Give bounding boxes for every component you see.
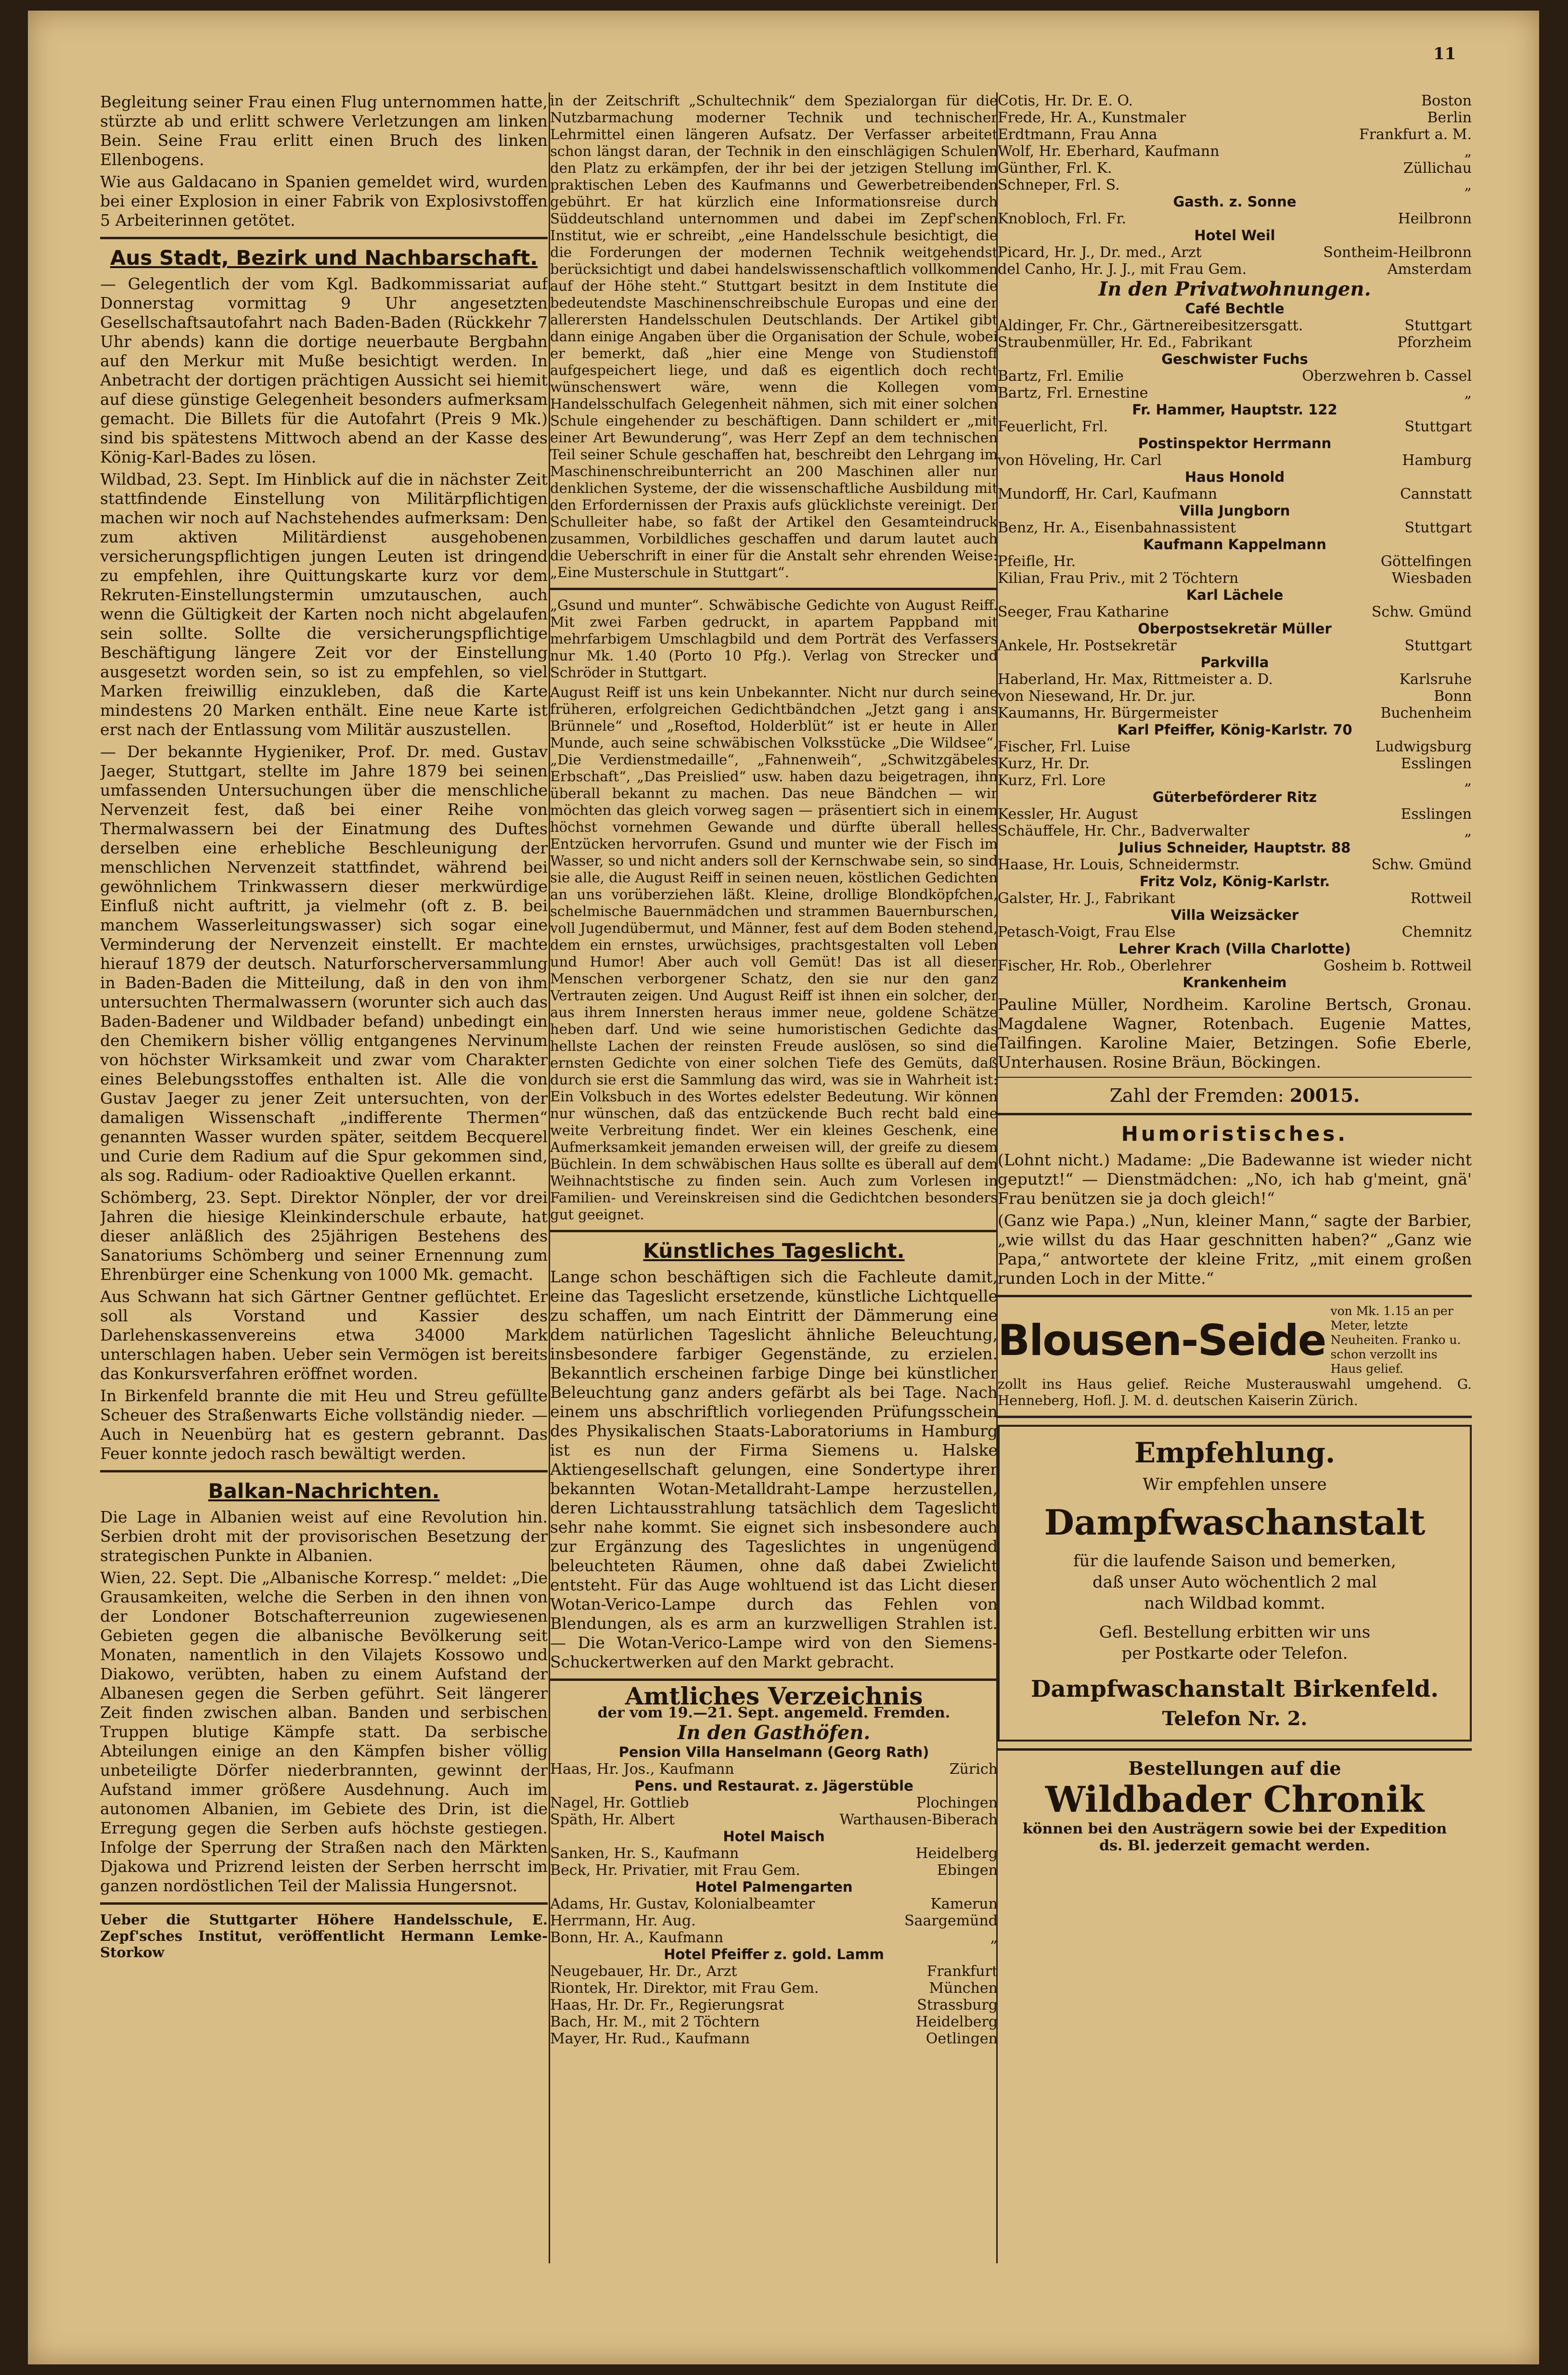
guest-name: Kaumanns, Hr. Bürgermeister bbox=[998, 705, 1218, 722]
guest-origin: „ bbox=[1464, 823, 1472, 839]
register-venue: Parkvilla bbox=[1200, 654, 1269, 671]
guest-name: Haas, Hr. Dr. Fr., Regierungsrat bbox=[550, 1997, 784, 2014]
guest-name: Bartz, Frl. Ernestine bbox=[998, 385, 1148, 401]
register-entry bbox=[550, 1761, 998, 1778]
register-venue: Kaufmann Kappelmann bbox=[1143, 536, 1326, 553]
paragraph: August Reiff ist uns kein Unbekannter. Nicht nur durch seine früheren, erfolgreichen Gedichtbändchen „Jetzt gang i ans Brünnele“ und „Roseftod, Holderblüt“ ist er heute in Aller Munde, auch seine schwäbischen Volksstücke „Die Wildsee“, „Die Verdienstmedaille“, „Fahnenweih“, „Schwitzgäbeles Erbschaft“, „Das Preislied“ usw. haben dazu beigetragen, ihn überall bekannt zu machen. Das neue Bändchen — wir möchten das gleich vorweg sagen — präsentiert sich in einem höchst vornehmen Gewande und dürfte überall helles Entzücken hervorrufen. Gsund und munter wie der Fisch im Wasser, so und nicht anders soll der Kernschwabe sein, so sind sie alle, die August Reiff in seinen neuen, köstlichen Gedichten an uns vorüberziehen läßt. Kleine, drollige Blondköpfchen, schelmische Bauernmädchen und strammen Bauernburschen, voll Jugendübermut, und Männer, fest auf dem Boden stehend, dem ein ernstes, urwüchsiges, prachtsgestalten voll Leben und Humor! Aber auch voll Gemüt! Das ist all dieser Menschen verborgener Schatz, den sie nur den ganz Vertrauten zeigen. Und August Reiff ist ihnen ein solcher, der aus ihrem Innersten heraus immer neue, goldene Schätze heben darf. Und wie seine humoristischen Gedichte das hellste Lachen der reinsten Freude auslösen, so sind die ernsten Gedichte von einer solchen Tiefe des Gemüts, daß durch sie erst die Sammlung das wird, was sie in Wahrheit ist: Ein Volksbuch in des Wortes edelster Bedeutung. Wir können nur wünschen, daß das entzückende Buch recht bald eine weite Verbreitung findet. Wer ein kleines Geschenk, eine Aufmerksamkeit jemanden erweisen will, der greife zu diesem Büchlein. In dem schwäbischen Haus sollte es überall auf dem Weihnachtstische zu finden sein. Auch zum Vorlesen in Familien- und Vereinskreisen sind die Gedichtchen besonders gut geeignet. bbox=[550, 684, 998, 1223]
guest-origin: Frankfurt bbox=[926, 1963, 998, 1980]
column-3 bbox=[998, 92, 1472, 1854]
register-entry bbox=[550, 1929, 998, 1946]
ad-line: per Postkarte oder Telefon. bbox=[1121, 1644, 1348, 1663]
guest-name: Aldinger, Fr. Chr., Gärtnereibesitzersgatt. bbox=[998, 317, 1303, 334]
divider bbox=[998, 1077, 1472, 1078]
ad-line: Gefl. Bestellung erbitten wir uns bbox=[1099, 1623, 1371, 1642]
register-entry bbox=[998, 244, 1472, 261]
divider bbox=[100, 237, 548, 239]
guest-name: Pfeifle, Hr. bbox=[998, 553, 1076, 570]
visitor-count bbox=[998, 1084, 1472, 1106]
guest-name: Fischer, Hr. Rob., Oberlehrer bbox=[998, 957, 1211, 974]
register-entry bbox=[998, 334, 1472, 351]
register-entry bbox=[550, 1997, 998, 2014]
paragraph: Wien, 22. Sept. Die „Albanische Korresp.“ meldet: „Die Grausamkeiten, welche die Serben in den ihnen von der Londoner Botschafterreunion zugewiesenen Gebieten gegen die albanische Bevölkerung seit Monaten, namentlich in den Vilajets Kossowo und Diakowo, verübten, haben zu einem Aufstand der Albanesen gegen die Serben geführt. Seit längerer Zeit finden zwischen alban. Banden und serbischen Truppen blutige Kämpfe statt. Da serbische Abteilungen einige an den Kämpfen bisher völlig unbeteiligte Dörfer niederbrannten, gewinnt der Aufstand immer größere Ausdehnung. Auch im autonomen Albanien, im Gebiete des Drin, ist die Erregung gegen die Serben aufs höchste gestiegen. Infolge der Sperrung der Straßen nach den Märkten Djakowa und Prizrend leisten der Serben herrscht im ganzen nordöstlichen Teil der Malissia Hungersnot. bbox=[100, 1568, 548, 1895]
guest-name: Seeger, Frau Katharine bbox=[998, 604, 1169, 620]
register-entry bbox=[998, 637, 1472, 654]
guest-name: Haberland, Hr. Max, Rittmeister a. D. bbox=[998, 671, 1273, 688]
section-heading: Balkan-Nachrichten. bbox=[208, 1479, 440, 1503]
guest-origin: „ bbox=[990, 1929, 998, 1946]
register-entry bbox=[998, 738, 1472, 755]
section-heading: Humoristisches. bbox=[1121, 1122, 1349, 1146]
guest-origin: Schw. Gmünd bbox=[1371, 856, 1472, 873]
guest-origin: Züllichau bbox=[1403, 160, 1472, 177]
guest-name: Mayer, Hr. Rud., Kaufmann bbox=[550, 2030, 750, 2047]
register-venue: Karl Lächele bbox=[1186, 587, 1284, 603]
guest-name: Günther, Frl. K. bbox=[998, 160, 1112, 177]
guest-name: Bonn, Hr. A., Kaufmann bbox=[550, 1929, 724, 1946]
register-venue: Postinspektor Herrmann bbox=[1138, 435, 1332, 452]
guest-name: del Canho, Hr. J. J., mit Frau Gem. bbox=[998, 261, 1247, 278]
guest-origin: Saargemünd bbox=[904, 1912, 998, 1929]
register-entry bbox=[998, 177, 1472, 194]
guest-origin: Stuttgart bbox=[1404, 637, 1472, 654]
guest-name: von Höveling, Hr. Carl bbox=[998, 452, 1162, 469]
register-venue: Lehrer Krach (Villa Charlotte) bbox=[1118, 941, 1351, 957]
guest-origin: „ bbox=[1464, 385, 1472, 401]
guest-name: Nagel, Hr. Gottlieb bbox=[550, 1794, 689, 1811]
register-entry bbox=[550, 1794, 998, 1811]
paragraph: Wie aus Galdacano in Spanien gemeldet wird, wurden bei einer Explosion in einer Fabrik von Explosivstoffen 5 Arbeiterinnen getötet. bbox=[100, 172, 548, 230]
column-1 bbox=[100, 92, 548, 1963]
register-entry bbox=[998, 705, 1472, 722]
register-entry bbox=[998, 160, 1472, 177]
ad-brand: Wildbader Chronik bbox=[1045, 1779, 1425, 1820]
register-entry bbox=[998, 890, 1472, 907]
register-subtitle: der vom 19.—21. Sept. angemeld. Fremden. bbox=[597, 1704, 951, 1721]
guest-name: Bach, Hr. M., mit 2 Töchtern bbox=[550, 2014, 760, 2030]
guest-name: Schäuffele, Hr. Chr., Badverwalter bbox=[998, 823, 1250, 839]
register-continued bbox=[998, 92, 1472, 1072]
guest-name: Mundorff, Hr. Carl, Kaufmann bbox=[998, 486, 1218, 503]
guest-origin: Karlsruhe bbox=[1399, 671, 1472, 688]
guest-origin: Göttelfingen bbox=[1380, 553, 1472, 570]
guest-origin: „ bbox=[1464, 177, 1472, 194]
ad-line: Wir empfehlen unsere bbox=[1143, 1475, 1327, 1494]
register-entry bbox=[550, 1963, 998, 1980]
register-venue: Güterbeförderer Ritz bbox=[1152, 789, 1317, 805]
guest-origin: Frankfurt a. M. bbox=[1359, 126, 1472, 143]
guest-origin: Amsterdam bbox=[1387, 261, 1472, 278]
ad-line: für die laufende Saison und bemerken, bbox=[1073, 1551, 1396, 1571]
guest-origin: Stuttgart bbox=[1404, 317, 1472, 334]
register-entry bbox=[998, 418, 1472, 435]
guest-origin: Stuttgart bbox=[1404, 418, 1472, 435]
register-venue: Hotel Maisch bbox=[723, 1828, 825, 1845]
register-venue: Pension Villa Hanselmann (Georg Rath) bbox=[618, 1744, 929, 1760]
paragraph: — Der bekannte Hygieniker, Prof. Dr. med. Gustav Jaeger, Stuttgart, stellte im Jahre 1879 bei seinen umfassenden Untersuchungen über die menschliche Nervenzeit fest, daß bei einer Reihe von Thermalwassern bei der Einatmung des Duftes derselben eine erhebliche Beschleunigung der menschlichen Nervenzeit stattfindet, während bei gewöhnlichem Trinkwassern dieser merkwürdige Einfluß nicht auftritt, ja vielmehr (oft z. B. bei manchem Wasserleitungswasser) sich sogar eine Verminderung der Nervenzeit einstellt. Er machte hierauf 1879 der deutsch. Naturforscherversammlung in Baden-Baden die Mitteilung, daß in den von ihm untersuchten Thermalwassern (worunter sich auch das Baden-Badener und Wildbader befand) unbedingt ein den Chemikern bisher völlig entgangenes Nervinum von höchster Wirksamkeit und zwar vom Charakter eines Belebungsstoffes enthalten ist. Alle die von Gustav Jaeger zu jener Zeit untersuchten, von der damaligen Wissenschaft „indifferente Thermen“ genannten Wasser wurden später, seitdem Becquerel und Curie dem Radium auf die Spur gekommen sind, als sog. Radium- oder Radioaktive Quellen erkannt. bbox=[100, 742, 548, 1185]
guest-origin: Zürich bbox=[949, 1761, 998, 1778]
register-entry bbox=[550, 1912, 998, 1929]
ad-chronik bbox=[998, 1757, 1472, 1854]
guest-origin: Hamburg bbox=[1402, 452, 1472, 469]
register-venue: Haus Honold bbox=[1184, 469, 1285, 485]
register-entry bbox=[998, 143, 1472, 160]
register-list bbox=[998, 92, 1472, 278]
guest-origin: Boston bbox=[1421, 92, 1472, 109]
paragraph: „Gsund und munter“. Schwäbische Gedichte von August Reiff. Mit zwei Farben gedruckt, in apartem Pappband mit mehrfarbigem Umschlagbild und dem Porträt des Verfassers nur Mk. 1.40 (Porto 10 Pfg.). Verlag von Strecker und Schröder in Stuttgart. bbox=[550, 597, 998, 681]
register-venue: Geschwister Fuchs bbox=[1161, 351, 1308, 367]
guest-origin: Heidelberg bbox=[915, 2014, 998, 2030]
guest-origin: Buchenheim bbox=[1380, 705, 1472, 722]
register-entry bbox=[998, 368, 1472, 385]
guest-name: Knobloch, Frl. Fr. bbox=[998, 210, 1127, 227]
register-venue: Hotel Palmengarten bbox=[695, 1879, 853, 1895]
guest-name: Haas, Hr. Jos., Kaufmann bbox=[550, 1761, 734, 1778]
guest-origin: Schw. Gmünd bbox=[1371, 604, 1472, 620]
divider bbox=[550, 1230, 998, 1232]
register-entry bbox=[550, 1896, 998, 1912]
guest-origin: München bbox=[929, 1980, 998, 1997]
register-venue: Pens. und Restaurat. z. Jägerstüble bbox=[634, 1778, 913, 1794]
guest-origin: Ludwigsburg bbox=[1375, 738, 1472, 755]
register-venue: Café Bechtle bbox=[1185, 300, 1285, 317]
guest-name: Kilian, Frau Priv., mit 2 Töchtern bbox=[998, 570, 1239, 587]
guest-origin: Chemnitz bbox=[1401, 924, 1472, 941]
ad-line: können bei den Austrägern sowie bei der Expedition bbox=[1022, 1820, 1447, 1837]
guest-name: Neugebauer, Hr. Dr., Arzt bbox=[550, 1963, 737, 1980]
guest-name: Herrmann, Hr. Aug. bbox=[550, 1912, 696, 1929]
guest-name: Petasch-Voigt, Frau Else bbox=[998, 924, 1176, 941]
guest-origin: Sontheim-Heilbronn bbox=[1323, 244, 1472, 261]
register-entry bbox=[550, 1811, 998, 1828]
guest-name: Bartz, Frl. Emilie bbox=[998, 368, 1124, 385]
guest-origin: Cannstatt bbox=[1400, 486, 1472, 503]
register-entry bbox=[998, 688, 1472, 705]
register-entry bbox=[998, 317, 1472, 334]
guest-name: Sanken, Hr. S., Kaufmann bbox=[550, 1845, 739, 1862]
register-entry bbox=[998, 92, 1472, 109]
guest-origin: Heidelberg bbox=[915, 1845, 998, 1862]
paragraph: in der Zeitschrift „Schultechnik“ dem Spezialorgan für die Nutzbarmachung moderner Technik und technischer Lehrmittel einen längeren Aufsatz. Der Verfasser arbeitet schon längst daran, der Technik in den einschlägigen Schulen den Platz zu erkämpfen, der ihr bei der jetzigen Stellung im praktischen Leben des Kaufmanns und Gewerbetreibenden gebührt. Er hat kürzlich eine Informationsreise durch Süddeutschland unternommen und dabei im Zepf'schen Institut, wie er schreibt, „eine Handelsschule besichtigt, die die Forderungen der modernen Technik weitgehendst berücksichtigt und dabei handelswissenschaftlich vollkommen auf der Höhe steht.“ Stuttgart besitzt in dem Institute die bedeutendste Maschinenschreibschule Europas und eine der allerersten Handelsschulen Deutschlands. Der Artikel gibt dann einige Angaben über die Organisation der Schule, wobei er bemerkt, daß „hier eine Menge von Studienstoff aufgespeichert liege, und daß es eigentlich doch recht wünschenswert wäre, wenn die Kollegen vom Handelsschulfach Gelegenheit nähmen, sich mit einer solchen Schule eingehender zu beschäftigen. Dann schildert er „mit einer Art Bewunderung“, was Herr Zepf an dem technischen Teil seiner Schule geschaffen hat, beschreibt den Lehrgang im Maschinenschreibunterricht an 200 Maschinen aller nur denklichen Systeme, der die wissenschaftliche Ausbildung mit den Erfordernissen der Praxis aufs glücklichste vereinigt. Der Schulleiter habe, so faßt der Artikel den Gesamteindruck zusammen, Vorbildliches geschaffen und darum lautet auch die Ueberschrift in einer für die Anstalt sehr ehrenden Weise: „Eine Musterschule in Stuttgart“. bbox=[550, 92, 998, 581]
register-entry bbox=[998, 486, 1472, 503]
register-entry bbox=[998, 126, 1472, 143]
guest-name: Benz, Hr. A., Eisenbahnassistent bbox=[998, 519, 1236, 536]
guest-origin: Gosheim b. Rottweil bbox=[1324, 957, 1472, 974]
guest-name: Erdtmann, Frau Anna bbox=[998, 126, 1157, 143]
guest-name: Kessler, Hr. August bbox=[998, 806, 1138, 823]
register-entry bbox=[998, 570, 1472, 587]
guest-origin: Heilbronn bbox=[1398, 210, 1472, 227]
register-venue: Villa Jungborn bbox=[1179, 503, 1290, 519]
guest-name: Feuerlicht, Frl. bbox=[998, 418, 1108, 435]
register-entry bbox=[998, 261, 1472, 278]
register-venue: Julius Schneider, Hauptstr. 88 bbox=[1118, 839, 1351, 856]
guest-origin: Oetlingen bbox=[925, 2030, 998, 2047]
guest-origin: Kamerun bbox=[930, 1896, 998, 1912]
register-entry bbox=[550, 1845, 998, 1862]
divider bbox=[100, 1902, 548, 1905]
ad-line: nach Wildbad kommt. bbox=[1144, 1594, 1325, 1613]
register-venue: Krankenheim bbox=[1182, 974, 1287, 991]
register-list-end: Pauline Müller, Nordheim. Karoline Bertsch, Gronau. Magdalene Wagner, Rotenbach. Eugenie Mattes, Tailfingen. Karoline Maier, Betzingen. Sofie Eberle, Unterhausen. Rosine Bräun, Böckingen. bbox=[998, 995, 1472, 1071]
register-entry bbox=[998, 210, 1472, 227]
ad-brand: Blousen-Seide bbox=[998, 1315, 1326, 1365]
section-heading: Künstliches Tageslicht. bbox=[643, 1239, 905, 1263]
guest-name: Beck, Hr. Privatier, mit Frau Gem. bbox=[550, 1862, 800, 1879]
divider bbox=[550, 588, 998, 590]
register-entry bbox=[998, 452, 1472, 469]
register-section: In den Gasthöfen. bbox=[677, 1721, 871, 1744]
register-venue: Fr. Hammer, Hauptstr. 122 bbox=[1132, 401, 1337, 418]
guest-name: Straubenmüller, Hr. Ed., Fabrikant bbox=[998, 334, 1252, 351]
ad-title: Empfehlung. bbox=[1134, 1436, 1336, 1469]
ad-line: ds. Bl. jederzeit gemacht werden. bbox=[1099, 1837, 1370, 1854]
visitor-count-label: Zahl der Fremden: bbox=[1109, 1085, 1284, 1106]
guest-origin: Bonn bbox=[1434, 688, 1472, 705]
guest-origin: Stuttgart bbox=[1404, 519, 1472, 536]
guest-name: Kurz, Frl. Lore bbox=[998, 772, 1106, 789]
ad-price-note: von Mk. 1.15 an per Meter, letzte Neuheiten. Franko u. schon verzollt ins Haus gelief. bbox=[1330, 1304, 1461, 1376]
page-corner-mark: 11 bbox=[1433, 44, 1456, 64]
register-list bbox=[550, 1744, 998, 2047]
register-section: In den Privatwohnungen. bbox=[1098, 278, 1371, 300]
guest-origin: Wiesbaden bbox=[1391, 570, 1472, 587]
paragraph: Die Lage in Albanien weist auf eine Revolution hin. Serbien droht mit der provisorischen Besetzung der strategischen Punkte in Albanien. bbox=[100, 1508, 548, 1565]
ad-brand: Dampfwaschanstalt Birkenfeld. bbox=[1030, 1676, 1439, 1703]
paragraph: Schömberg, 23. Sept. Direktor Nönpler, der vor drei Jahren die hiesige Kleinkinderschule erbaute, hat dieser anläßlich des 25jährigen Bestehens des Sanatoriums Schömberg und seiner Ernennung zum Ehrenbürger eine Schenkung von 1000 Mk. gemacht. bbox=[100, 1188, 548, 1284]
column-2 bbox=[550, 92, 998, 2047]
guest-origin: Oberzwehren b. Cassel bbox=[1302, 368, 1472, 385]
register-entry bbox=[998, 519, 1472, 536]
register-entry bbox=[550, 2014, 998, 2030]
divider bbox=[998, 1416, 1472, 1418]
guest-name: Ankele, Hr. Postsekretär bbox=[998, 637, 1177, 654]
guest-name: Riontek, Hr. Direktor, mit Frau Gem. bbox=[550, 1980, 819, 1997]
paragraph: (Lohnt nicht.) Madame: „Die Badewanne ist wieder nicht geputzt!“ — Dienstmädchen: „No, ich hab g'meint, gnä' Frau benützen sie ja doch gleich!“ bbox=[998, 1150, 1472, 1208]
register-entry bbox=[998, 553, 1472, 570]
paragraph: Lange schon beschäftigen sich die Fachleute damit, eine das Tageslicht ersetzende, künstliche Lichtquelle zu schaffen, um nach Eintritt der Dämmerung eine dem natürlichen Tageslicht ähnliche Beleuchtung, insbesondere farbiger Gegenstände, zu erzielen. Bekanntlich erscheinen farbige Dinge bei künstlicher Beleuchtung ganz anders gefärbt als bei Tage. Nach einem uns abschriftlich vorliegenden Prüfungsschein des Physikalischen Staats-Laboratoriums in Hamburg ist es nun der Firma Siemens u. Halske Aktiengesellschaft gelungen, eine Sondertype ihrer bekannten Wotan-Metalldraht-Lampe herzustellen, deren Lichtausstrahlung tatsächlich dem Tageslicht sehr nahe kommt. Sie eignet sich insbesondere auch zur Ergänzung des Tageslichtes in ungenügend beleuchteten Räumen, ohne daß dabei Zwielicht entsteht. Für das Auge wohltuend ist das Licht dieser Wotan-Verico-Lampe durch das Fehlen von Blendungen, als es arm an kurzwelligen Strahlen ist. — Die Wotan-Verico-Lampe wird von den Siemens-Schuckertwerken auf den Markt gebracht. bbox=[550, 1267, 998, 1671]
register-entry bbox=[998, 823, 1472, 839]
register-entry bbox=[998, 957, 1472, 974]
guest-origin: Esslingen bbox=[1401, 806, 1472, 823]
register-entry bbox=[998, 772, 1472, 789]
ad-line: Bestellungen auf die bbox=[1128, 1757, 1341, 1779]
paragraph: Aus Schwann hat sich Gärtner Gentner geflüchtet. Er soll als Vorstand und Kassier des Darlehenskassenvereins etwa 34000 Mark unterschlagen haben. Ueber sein Vermögen ist bereits das Konkursverfahren eröffnet worden. bbox=[100, 1287, 548, 1383]
divider bbox=[998, 1748, 1472, 1751]
guest-origin: Ebingen bbox=[937, 1862, 998, 1879]
guest-origin: Strassburg bbox=[917, 1997, 998, 2014]
paragraph: (Ganz wie Papa.) „Nun, kleiner Mann,“ sagte der Barbier, „wie willst du das Haar geschnitten haben?“ „Ganz wie Papa,“ antwortete der kleine Fritz, „mit einem großen runden Loch in der Mitte.“ bbox=[998, 1211, 1472, 1288]
ad-brand: Dampfwaschanstalt bbox=[1044, 1502, 1426, 1543]
register-venue: Gasth. z. Sonne bbox=[1173, 194, 1297, 210]
guest-origin: Plochingen bbox=[916, 1794, 998, 1811]
register-entry bbox=[550, 1862, 998, 1879]
guest-origin: Esslingen bbox=[1401, 755, 1472, 772]
ad-line: daß unser Auto wöchentlich 2 mal bbox=[1092, 1573, 1377, 1592]
register-entry bbox=[998, 806, 1472, 823]
guest-name: Fischer, Frl. Luise bbox=[998, 738, 1131, 755]
divider bbox=[998, 1113, 1472, 1115]
register-entry bbox=[550, 2030, 998, 2047]
paragraph: Begleitung seiner Frau einen Flug unternommen hatte, stürzte ab und erlitt schwere Verletzungen am linken Bein. Seine Frau erlitt einen Bruch des linken Ellenbogens. bbox=[100, 92, 548, 169]
ad-phone: Telefon Nr. 2. bbox=[1162, 1707, 1308, 1730]
guest-origin: Warthausen-Biberach bbox=[839, 1811, 998, 1828]
register-venue: Fritz Volz, König-Karlstr. bbox=[1139, 873, 1330, 890]
newspaper-page bbox=[28, 11, 1539, 2364]
register-entry bbox=[998, 385, 1472, 401]
guest-name: Kurz, Hr. Dr. bbox=[998, 755, 1090, 772]
register-entry bbox=[998, 755, 1472, 772]
register-venue: Karl Pfeiffer, König-Karlstr. 70 bbox=[1117, 722, 1352, 738]
guest-origin: Rottweil bbox=[1410, 890, 1472, 907]
register-entry bbox=[998, 671, 1472, 688]
paragraph: — Gelegentlich der vom Kgl. Badkommissariat auf Donnerstag vormittag 9 Uhr angesetzten Gesellschaftsautofahrt nach Baden-Baden (Rückkehr 7 Uhr abends) kann die dortige neuerbaute Bergbahn auf den Merkur mit Muße besichtigt werden. In Anbetracht der dortigen prächtigen Aussicht sei hiemit auf diese günstige Gelegenheit besonders aufmerksam gemacht. Die Billets für die Autofahrt (Preis 9 Mk.) sind bis spätestens Mittwoch abend an der Kasse des König-Karl-Bades zu lösen. bbox=[100, 274, 548, 466]
visitor-count-value: 20015. bbox=[1289, 1084, 1360, 1106]
guest-name: Galster, Hr. J., Fabrikant bbox=[998, 890, 1175, 907]
register bbox=[550, 1682, 998, 2047]
guest-origin: „ bbox=[1464, 143, 1472, 160]
register-entry bbox=[550, 1980, 998, 1997]
register-entry bbox=[998, 604, 1472, 620]
register-title: Amtliches Verzeichnis bbox=[625, 1682, 923, 1710]
guest-name: Cotis, Hr. Dr. E. O. bbox=[998, 92, 1133, 109]
ad-dampfwaschanstalt bbox=[998, 1425, 1472, 1742]
register-venue: Oberpostsekretär Müller bbox=[1138, 620, 1332, 637]
divider bbox=[998, 1295, 1472, 1297]
register-venue: Hotel Weil bbox=[1194, 227, 1275, 244]
guest-origin: Pforzheim bbox=[1397, 334, 1472, 351]
paragraph: In Birkenfeld brannte die mit Heu und Streu gefüllte Scheuer des Straßenwarts Eiche vollständig nieder. — Auch in Neuenbürg hat es gestern gebrannt. Das Feuer konnte jedoch rasch bewältigt werden. bbox=[100, 1386, 548, 1463]
register-entry bbox=[998, 856, 1472, 873]
guest-origin: Berlin bbox=[1427, 109, 1472, 126]
guest-origin: „ bbox=[1464, 772, 1472, 789]
register-venue: Hotel Pfeiffer z. gold. Lamm bbox=[664, 1946, 884, 1962]
section-heading: Aus Stadt, Bezirk und Nachbarschaft. bbox=[110, 246, 538, 270]
guest-name: Späth, Hr. Albert bbox=[550, 1811, 675, 1828]
guest-name: Frede, Hr. A., Kunstmaler bbox=[998, 109, 1186, 126]
paragraph: Wildbad, 23. Sept. Im Hinblick auf die in nächster Zeit stattfindende Einstellung von Militärpflichtigen machen wir noch auf Nachstehendes aufmerksam: Den zum aktiven Militärdienst ausgehobenen versicherungspflichtigen jungen Leuten ist dringend zu empfehlen, ihre Quittungskarte kurz vor dem Rekruten-Einstellungstermin umzutauschen, auch wenn die Gültigkeit der Karten noch nicht abgelaufen sein sollte. Sollte die versicherungspflichtige Beschäftigung längere Zeit vor der Einstellung ausgesetzt worden sein, so ist zu empfehlen, so viel Marken freiwillig einzukleben, daß die Karte mindestens 20 Marken enthält. Eine neue Karte ist erst nach der Entlassung vom Militär auszustellen. bbox=[100, 470, 548, 739]
ad-blousen-seide bbox=[998, 1304, 1472, 1376]
ad-text: zollt ins Haus gelief. Reiche Musterauswahl umgehend. G. Henneberg, Hofl. J. M. d. deutschen Kaiserin Zürich. bbox=[998, 1376, 1472, 1408]
guest-name: Schneper, Frl. S. bbox=[998, 177, 1120, 194]
guest-name: Haase, Hr. Louis, Schneidermstr. bbox=[998, 856, 1240, 873]
divider bbox=[550, 1678, 998, 1681]
guest-name: von Niesewand, Hr. Dr. jur. bbox=[998, 688, 1196, 705]
register-venue: Villa Weizsäcker bbox=[1170, 907, 1299, 923]
guest-name: Wolf, Hr. Eberhard, Kaufmann bbox=[998, 143, 1220, 160]
register-entry bbox=[998, 924, 1472, 941]
guest-name: Adams, Hr. Gustav, Kolonialbeamter bbox=[550, 1896, 815, 1912]
paragraph: Ueber die Stuttgarter Höhere Handelsschule, E. Zepf'sches Institut, veröffentlicht Hermann Lemke-Storkow bbox=[100, 1911, 548, 1961]
register-list bbox=[998, 300, 1472, 991]
guest-name: Picard, Hr. J., Dr. med., Arzt bbox=[998, 244, 1202, 261]
divider bbox=[100, 1470, 548, 1472]
register-entry bbox=[998, 109, 1472, 126]
